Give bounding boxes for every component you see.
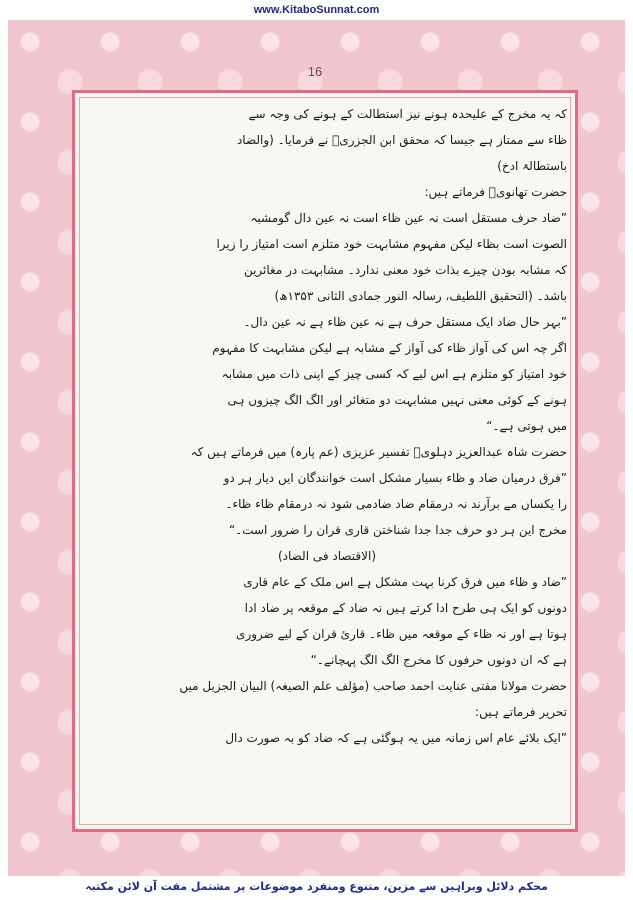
- text-line: اگر چہ اس کی آواز ظاء کی آواز کے مشابہ ہے لیکن مشابہت کا مفہوم: [212, 341, 567, 355]
- text-frame: [72, 90, 578, 832]
- text-line: دونوں کو ایک ہی طرح ادا کرتے ہیں نہ ضاد کے موقعہ پر ضاد ادا: [244, 601, 567, 615]
- text-line: ہے کہ ان دونوں حرفوں کا مخرج الگ الگ پہچانے۔“: [310, 653, 567, 667]
- site-url[interactable]: www.KitaboSunnat.com: [253, 4, 380, 16]
- text-line: ہوتا ہے اور نہ ظاء کے موقعہ میں ظاء۔ قاریٔ قران کے لیے ضروری: [236, 627, 567, 641]
- text-line: باشد۔ (التحقیق اللطیف، رسالہ النور جمادی الثانی ۱۳۵۳ھ): [274, 289, 567, 303]
- text-line: ”ایک بلائے عام اس زمانہ میں یہ ہوگئی ہے کہ ضاد کو بہ صورت دال: [225, 731, 567, 745]
- text-line: کہ مشابہ بودن چیزے بذات خود معنی ندارد۔ مشابہت در مغائرین: [243, 263, 567, 277]
- text-line: ہونے کے کوئی معنی نہیں مشابہت دو متغائر اور الگ الگ چیزوں ہی: [227, 393, 567, 407]
- page-number: 16: [307, 64, 323, 79]
- text-line: کہ یہ مخرج کے علیحدہ ہونے نیز استطالت کے ہونے کی وجہ سے: [248, 107, 567, 121]
- text-line: میں ہوتی ہے۔“: [486, 419, 567, 433]
- text-line: الصوت است بظاء لیکن مفہوم مشابہت خود متلزم است امتیاز را زیرا: [216, 237, 567, 251]
- text-line: تحریر فرماتے ہیں:: [475, 705, 567, 719]
- text-line: (الاقتصاد فی الضاد): [277, 549, 377, 563]
- text-line: ”بہر حال ضاد ایک مستقل حرف ہے نہ عین ظاء ہے نہ عین دال۔: [243, 315, 567, 329]
- text-line: ”ضاد حرف مستقل است نہ عین ظاء است نہ عین دال گومشبہ: [250, 211, 567, 225]
- text-line: ظاء سے ممتاز ہے جیسا کہ محقق ابن الجزریؒ نے فرمایا۔ (والضاد: [236, 133, 567, 147]
- text-line: حضرت تھانویؒ فرماتے ہیں:: [424, 185, 567, 199]
- text-line: را یکساں مے برآرند نہ درمقام ضاد ضادمی شود نہ درمقام ظاء ظاء۔: [225, 497, 567, 511]
- text-line: مخرج این ہر دو حرف جدا جدا شناختن قاری قران را ضرور است۔“: [228, 523, 567, 537]
- text-line: باستطالۃ ادخ): [497, 159, 567, 173]
- text-line: ”فرق درمیان ضاد و ظاء بسیار مشکل است خوانندگان ایں دیار ہر دو: [223, 471, 567, 485]
- text-line: حضرت شاہ عبدالعزیز دہلویؒ تفسیر عزیزی (عم پارہ) میں فرماتے ہیں کہ: [190, 445, 567, 459]
- text-line: حضرت مولانا مفتی عنایت احمد صاحب (مؤلف علم الصیغہ) البیان الجزیل میں: [179, 679, 567, 693]
- text-line: خود امتیاز کو متلزم ہے اس لیے کہ کسی چیز کے اپنی ذات میں مشابہ: [221, 367, 567, 381]
- footer-tagline: محکم دلائل وبراہین سے مزین، متنوع ومنفرد موضوعات پر مشتمل مفت آن لائن مکتبہ: [85, 880, 548, 893]
- body-text: [87, 101, 567, 823]
- text-line: ”ضاد و ظاء میں فرق کرنا بہت مشکل ہے اس ملک کے عام قاری: [243, 575, 567, 589]
